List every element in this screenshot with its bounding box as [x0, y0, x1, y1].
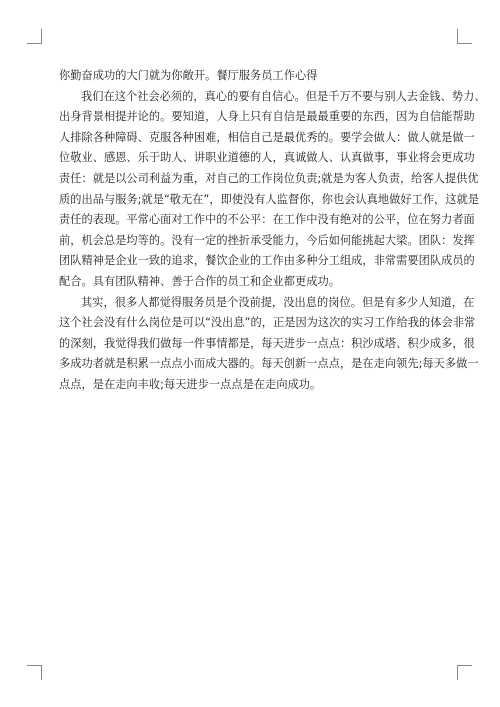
text-line: 责任的表现。平常心面对工作中的不公平：在工作中没有绝对的公平，位在努力者面: [59, 213, 475, 227]
paragraph-3: [59, 293, 479, 396]
crop-mark-top-right: [457, 29, 472, 44]
text-line: 的深刻，我觉得我们做每一件事情都是，每天进步一点点：积沙成塔、积少成多，很: [59, 336, 475, 350]
text-line: 多成功者就是积累一点点小而成大器的。每天创新一点点，是在走向领先;每天多做一: [59, 357, 479, 371]
text-line: 前，机会总是均等的。没有一定的挫折承受能力，今后如何能挑起大梁。团队：发挥: [59, 233, 475, 247]
document-body: [59, 66, 486, 396]
text-line: 这个社会没有什么岗位是可以“没出息”的，正是因为这次的实习工作给我的体会非常: [59, 316, 476, 330]
text-line: 我们在这个社会必须的，真心的要有自信心。但是千万不要与别人去金钱、势力、: [81, 89, 486, 103]
text-line: 人排除各种障碍、克服各种困难，相信自己是最优秀的。要学会做人：做人就是做一: [59, 130, 475, 144]
crop-mark-bottom-right: [457, 665, 472, 680]
text-line: 出身背景相提并论的。要知道，人身上只有自信是最最重要的东西，因为自信能帮助: [59, 110, 475, 124]
paragraph-1: [59, 66, 444, 87]
text-line: 配合。具有团队精神、善于合作的员工和企业都更成功。: [59, 274, 340, 288]
text-line: 团队精神是企业一致的追求，餐饮企业的工作由多种分工组成，非常需要团队成员的: [59, 254, 475, 268]
text-line: 质的出品与服务;就是“敬无在”，即使没有人监督你，你也会认真地做好工作，这就是: [59, 192, 480, 206]
crop-mark-bottom-left: [27, 665, 42, 680]
crop-mark-top-left: [27, 29, 42, 44]
text-line: 责任：就是以公司利益为重，对自己的工作岗位负责;就是为客人负责，给客人提供优: [59, 171, 479, 185]
paragraph-2: [59, 87, 486, 293]
text-line: 其实，很多人都觉得服务员是个没前提，没出息的岗位。但是有多少人知道，在: [81, 295, 475, 309]
text-line: 点点，是在走向丰收;每天进步一点点是在走向成功。: [59, 377, 322, 391]
text-line: 你勤奋成功的大门就为你敞开。餐厅服务员工作心得: [59, 69, 318, 82]
text-line: 位敬业、感恩、乐于助人、讲职业道德的人，真诚做人、认真做事，事业将会更成功: [59, 151, 475, 165]
